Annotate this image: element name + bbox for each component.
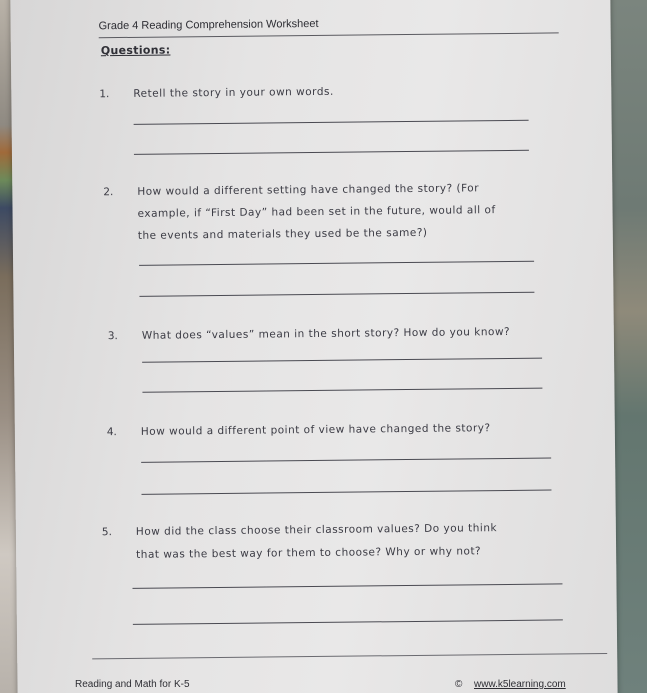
answer-line: [142, 388, 542, 393]
question-3-number: 3.: [107, 330, 118, 343]
question-2-text-line-1: How would a different setting have changed the story? (For: [137, 182, 480, 198]
question-3-text: What does “values” mean in the short story? How do you know?: [141, 325, 511, 342]
question-1-text: Retell the story in your own words.: [133, 85, 334, 100]
answer-line: [139, 292, 534, 297]
question-2-number: 2.: [103, 186, 114, 199]
question-5-text-line-2: that was the best way for them to choose? Why or why not?: [136, 545, 482, 561]
question-2-text-line-2: example, if “First Day” had been set in the future, would all of: [137, 204, 496, 220]
answer-line: [132, 583, 562, 589]
worksheet-page: [10, 0, 618, 693]
worksheet-title: Grade 4 Reading Comprehension Worksheet: [98, 17, 319, 33]
copyright-icon: ©: [455, 679, 463, 690]
question-5-number: 5.: [101, 526, 112, 539]
website-link[interactable]: www.k5learning.com: [474, 679, 566, 690]
answer-line: [133, 619, 563, 625]
footer-divider: [92, 653, 607, 659]
answer-line: [134, 150, 529, 155]
question-2-text-line-3: the events and materials they used be the same?): [137, 226, 428, 242]
answer-line: [141, 458, 551, 463]
footer-brand-text: Reading and Math for K-5: [75, 679, 190, 690]
answer-line: [142, 358, 542, 363]
question-4-text: How would a different point of view have changed the story?: [140, 422, 491, 438]
answer-line: [141, 490, 551, 495]
questions-heading: Questions:: [100, 43, 171, 58]
question-5-text-line-1: How did the class choose their classroom values? Do you think: [135, 522, 498, 538]
answer-line: [139, 261, 534, 266]
header-divider: [99, 32, 559, 38]
question-4-number: 4.: [106, 426, 117, 439]
question-1-number: 1.: [99, 88, 110, 101]
answer-line: [134, 120, 529, 125]
